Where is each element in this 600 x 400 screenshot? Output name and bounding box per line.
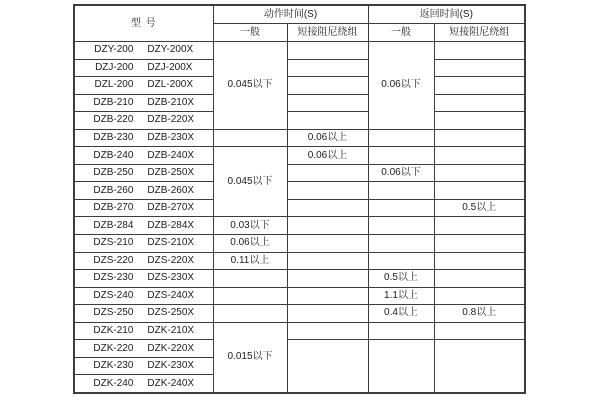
value-cell — [287, 94, 368, 112]
table-row — [74, 340, 525, 358]
value-cell: 0.06以上 — [213, 235, 287, 253]
value-cell — [434, 129, 525, 147]
model-pair — [75, 344, 213, 354]
value-cell — [368, 235, 434, 253]
value-cell: 0.045以下 — [213, 147, 287, 217]
value-cell — [287, 217, 368, 235]
table-row — [74, 287, 525, 305]
header-action-general: 一般 — [213, 24, 287, 42]
model-name: DZB-250X — [147, 167, 195, 179]
model-cell — [74, 375, 213, 393]
value-cell — [434, 42, 525, 60]
model-cell — [74, 217, 213, 235]
model-cell — [74, 182, 213, 200]
model-name: DZB-260X — [147, 184, 195, 196]
header-action-time: 动作时间(S) — [213, 5, 368, 24]
model-name: DZK-220 — [93, 342, 134, 354]
header-return-damping: 短接阻尼绕组 — [434, 24, 525, 42]
value-cell — [434, 94, 525, 112]
model-pair — [75, 98, 213, 108]
table-row — [74, 77, 525, 95]
model-name: DZB-220 — [93, 114, 134, 126]
spec-table-container — [73, 4, 526, 394]
model-pair — [75, 168, 213, 178]
model-name: DZB-220X — [147, 114, 195, 126]
value-cell: 0.03以下 — [213, 217, 287, 235]
model-name: DZK-210X — [147, 325, 195, 337]
table-row — [74, 42, 525, 60]
model-name: DZB-210X — [147, 96, 195, 108]
model-cell — [74, 129, 213, 147]
model-name: DZS-250 — [93, 307, 134, 319]
model-cell — [74, 270, 213, 288]
table-row — [74, 199, 525, 217]
model-cell — [74, 322, 213, 340]
model-cell — [74, 112, 213, 130]
header-row-1 — [74, 5, 525, 24]
model-name: DZB-284X — [147, 219, 195, 231]
model-cell — [74, 357, 213, 375]
value-cell — [434, 287, 525, 305]
model-name: DZK-240 — [93, 377, 134, 389]
model-cell — [74, 59, 213, 77]
model-pair — [75, 238, 213, 248]
value-cell — [434, 147, 525, 165]
model-pair — [75, 63, 213, 73]
model-name: DZB-270 — [93, 202, 134, 214]
value-cell — [213, 129, 287, 147]
model-name: DZJ-200 — [95, 61, 134, 73]
value-cell — [213, 287, 287, 305]
table-row — [74, 94, 525, 112]
value-cell — [434, 59, 525, 77]
model-pair — [75, 151, 213, 161]
model-cell — [74, 305, 213, 323]
model-pair — [75, 308, 213, 318]
value-cell — [368, 322, 434, 340]
value-cell — [287, 42, 368, 60]
header-return-general: 一般 — [368, 24, 434, 42]
model-cell — [74, 287, 213, 305]
value-cell — [287, 77, 368, 95]
model-name: DZS-230X — [147, 272, 195, 284]
model-pair — [75, 273, 213, 283]
model-name: DZB-230 — [93, 132, 134, 143]
model-name: DZB-270X — [147, 202, 195, 214]
value-cell: 0.11以上 — [213, 252, 287, 270]
value-cell: 0.5以上 — [368, 270, 434, 288]
value-cell — [434, 270, 525, 288]
value-cell — [434, 112, 525, 130]
value-cell — [213, 305, 287, 323]
value-cell: 0.06以下 — [368, 42, 434, 130]
model-name: DZK-240X — [147, 377, 195, 389]
value-cell: 0.06以下 — [368, 164, 434, 182]
value-cell — [434, 217, 525, 235]
value-cell — [287, 235, 368, 253]
model-name: DZS-250X — [147, 307, 195, 319]
table-row — [74, 129, 525, 147]
model-name: DZS-210X — [147, 237, 195, 249]
model-pair — [75, 115, 213, 125]
model-name: DZL-200X — [147, 79, 193, 91]
table-row — [74, 217, 525, 235]
model-name: DZB-284 — [93, 219, 134, 231]
model-name: DZS-240 — [93, 289, 134, 301]
value-cell: 1.1以上 — [368, 287, 434, 305]
spec-table — [73, 4, 526, 394]
model-name: DZS-240X — [147, 289, 195, 301]
table-row — [74, 252, 525, 270]
model-cell — [74, 77, 213, 95]
model-cell — [74, 235, 213, 253]
table-row — [74, 164, 525, 182]
value-cell — [287, 287, 368, 305]
model-cell — [74, 147, 213, 165]
table-row — [74, 270, 525, 288]
value-cell: 0.8以上 — [434, 305, 525, 323]
model-pair — [75, 379, 213, 389]
model-name: DZB-210 — [93, 96, 134, 108]
value-cell — [434, 322, 525, 340]
value-cell — [368, 199, 434, 217]
value-cell — [368, 147, 434, 165]
table-row — [74, 59, 525, 77]
header-model: 型 号 — [74, 5, 213, 42]
model-cell — [74, 199, 213, 217]
model-name: DZL-200 — [94, 79, 134, 91]
model-cell — [74, 340, 213, 358]
model-cell — [74, 94, 213, 112]
value-cell — [287, 340, 368, 393]
model-pair — [75, 133, 213, 143]
value-cell — [213, 270, 287, 288]
value-cell — [434, 252, 525, 270]
value-cell — [434, 235, 525, 253]
table-body — [74, 42, 525, 394]
model-pair — [75, 291, 213, 301]
value-cell — [287, 322, 368, 340]
header-action-damping: 短接阻尼绕组 — [287, 24, 368, 42]
table-row — [74, 305, 525, 323]
model-name: DZJ-200X — [147, 61, 193, 73]
model-name: DZY-200X — [147, 44, 194, 56]
value-cell — [434, 340, 525, 393]
value-cell — [368, 182, 434, 200]
table-row — [74, 147, 525, 165]
table-header — [74, 5, 525, 42]
value-cell — [287, 305, 368, 323]
value-cell: 0.045以下 — [213, 42, 287, 130]
model-pair — [75, 45, 213, 55]
model-name: DZB-240X — [147, 149, 195, 161]
value-cell — [287, 59, 368, 77]
model-pair — [75, 256, 213, 266]
model-pair — [75, 203, 213, 213]
value-cell — [287, 270, 368, 288]
value-cell — [368, 340, 434, 393]
value-cell — [434, 182, 525, 200]
model-name: DZB-250 — [93, 167, 134, 179]
value-cell: 0.015以下 — [213, 322, 287, 393]
model-name: DZS-210 — [93, 237, 134, 249]
value-cell — [287, 252, 368, 270]
model-pair — [75, 80, 213, 90]
value-cell — [287, 112, 368, 130]
model-name: DZK-230 — [93, 360, 134, 372]
value-cell — [368, 252, 434, 270]
model-name: DZB-240 — [93, 149, 134, 161]
model-pair — [75, 326, 213, 336]
table-row — [74, 235, 525, 253]
value-cell: 0.06以上 — [287, 129, 368, 147]
model-cell — [74, 252, 213, 270]
value-cell: 0.4以上 — [368, 305, 434, 323]
table-row — [74, 182, 525, 200]
value-cell — [287, 182, 368, 200]
table-row — [74, 112, 525, 130]
model-name: DZS-230 — [93, 272, 134, 284]
model-name: DZS-220X — [147, 254, 195, 266]
model-name: DZK-220X — [147, 342, 195, 354]
value-cell — [287, 164, 368, 182]
value-cell — [368, 129, 434, 147]
table-row — [74, 322, 525, 340]
header-return-time: 返回时间(S) — [368, 5, 525, 24]
model-cell — [74, 42, 213, 60]
model-name: DZK-230X — [147, 360, 195, 372]
model-name: DZS-220 — [93, 254, 134, 266]
value-cell — [434, 164, 525, 182]
model-name: DZB-260 — [93, 184, 134, 196]
model-name: DZY-200 — [94, 44, 134, 56]
model-cell — [74, 164, 213, 182]
model-pair — [75, 186, 213, 196]
value-cell: 0.5以上 — [434, 199, 525, 217]
value-cell — [434, 77, 525, 95]
model-pair — [75, 221, 213, 231]
model-name: DZK-210 — [93, 325, 134, 337]
model-name: DZB-230X — [147, 132, 195, 143]
value-cell — [368, 217, 434, 235]
value-cell: 0.06以上 — [287, 147, 368, 165]
value-cell — [287, 199, 368, 217]
model-pair — [75, 361, 213, 371]
